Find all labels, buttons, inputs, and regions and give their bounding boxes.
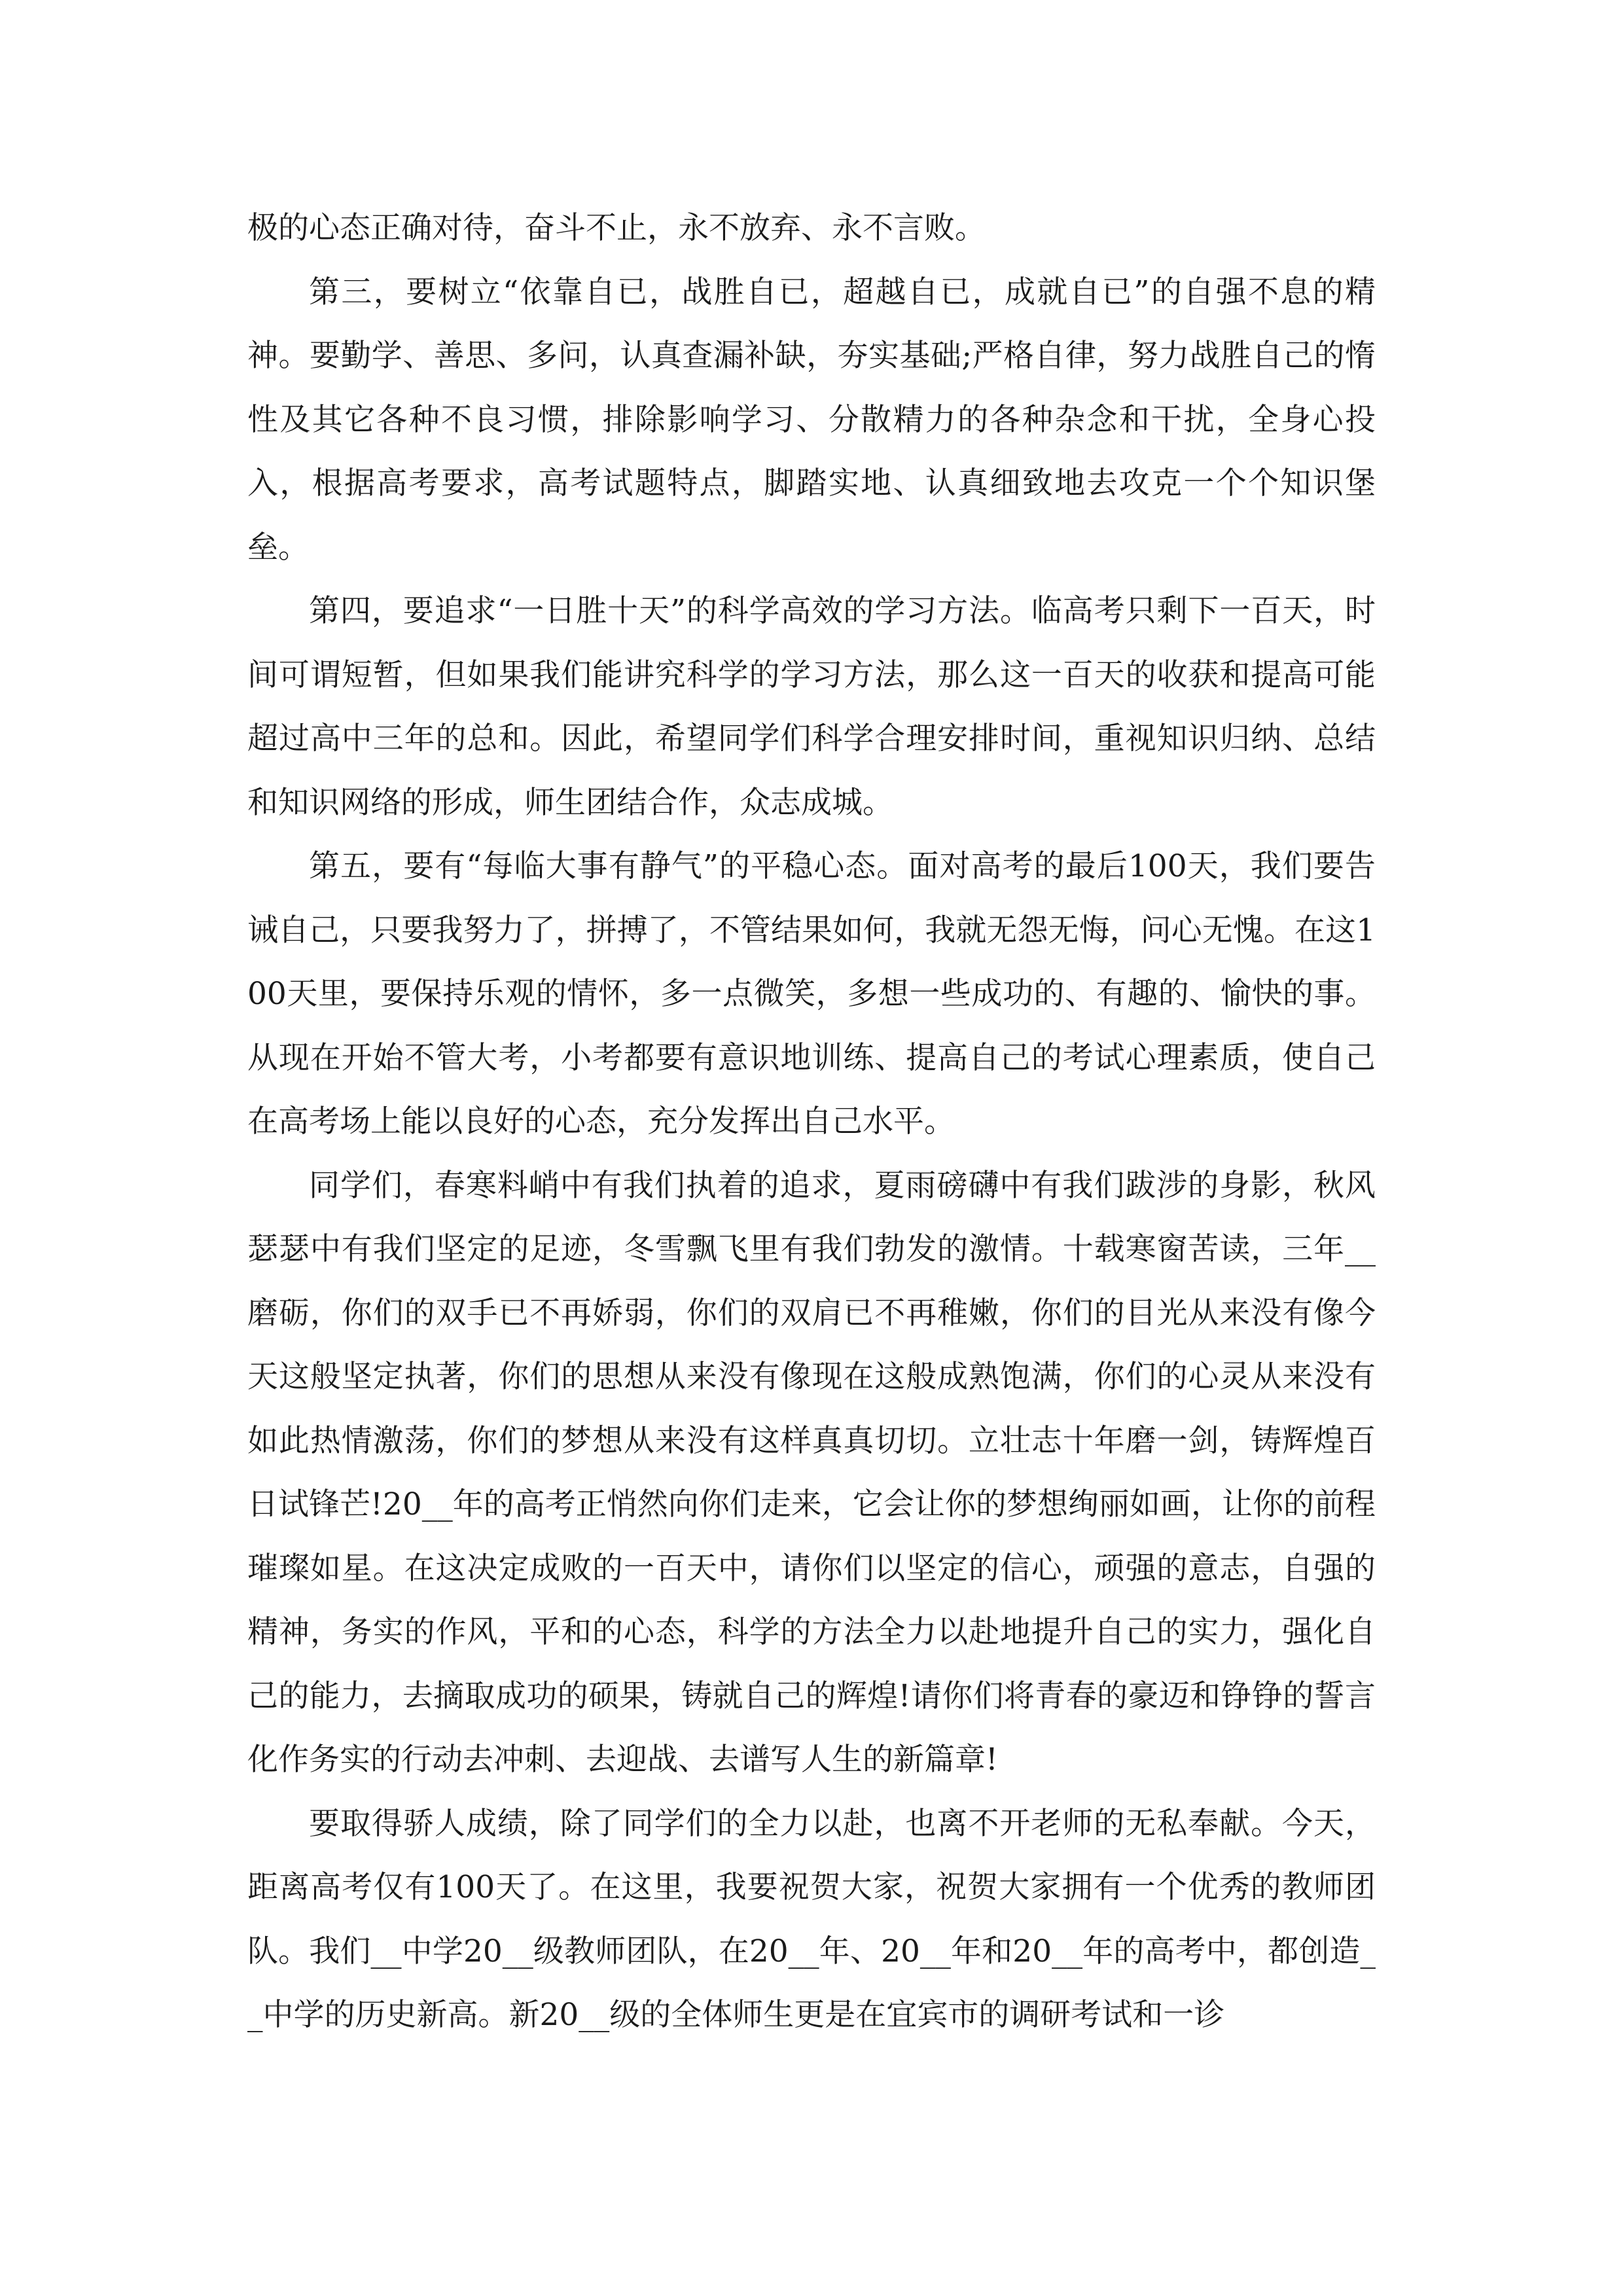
document-page — [247, 196, 1376, 2047]
paragraph-students-address: 同学们，春寒料峭中有我们执着的追求，夏雨磅礴中有我们跋涉的身影，秋风瑟瑟中有我们坚定的足迹，冬雪飘飞里有我们勃发的激情。十载寒窗苦读，三年__磨砺，你们的双手已不再娇弱，你们的双肩已不再稚嫩，你们的目光从来没有像今天这般坚定执著，你们的思想从来没有像现在这般成熟饱满，你们的心灵从来没有如此热情激荡，你们的梦想从来没有这样真真切切。立壮志十年磨一剑，铸辉煌百日试锋芒!20__年的高考正悄然向你们走来，它会让你的梦想绚丽如画，让你的前程璀璨如星。在这决定成败的一百天中，请你们以坚定的信心，顽强的意志，自强的精神，务实的作风，平和的心态，科学的方法全力以赴地提升自己的实力，强化自己的能力，去摘取成功的硕果，铸就自己的辉煌!请你们将青春的豪迈和铮铮的誓言化作务实的行动去冲刺、去迎战、去谱写人生的新篇章! — [247, 1167, 1376, 1778]
paragraph-continuation: 极的心态正确对待，奋斗不止，永不放弃、永不言败。 — [247, 210, 986, 246]
paragraph-third-point: 第三，要树立“依靠自已，战胜自已，超越自已，成就自已”的自强不息的精神。要勤学、善思、多问，认真查漏补缺，夯实基础;严格自律，努力战胜自己的惰性及其它各种不良习惯，排除影响学习、分散精力的各种杂念和干扰，全身心投入，根据高考要求，高考试题特点，脚踏实地、认真细致地去攻克一个个知识堡垒。 — [247, 274, 1376, 565]
paragraph-fifth-point: 第五，要有“每临大事有静气”的平稳心态。面对高考的最后100天，我们要告诫自己，只要我努力了，拼搏了，不管结果如何，我就无怨无悔，问心无愧。在这100天里，要保持乐观的情怀，多一点微笑，多想一些成功的、有趣的、愉快的事。从现在开始不管大考，小考都要有意识地训练、提高自己的考试心理素质，使自己在高考场上能以良好的心态，充分发挥出自己水平。 — [247, 848, 1376, 1139]
paragraph-fourth-point: 第四，要追求“一日胜十天”的科学高效的学习方法。临高考只剩下一百天，时间可谓短暂，但如果我们能讲究科学的学习方法，那么这一百天的收获和提高可能超过高中三年的总和。因此，希望同学们科学合理安排时间，重视知识归纳、总结和知识网络的形成，师生团结合作，众志成城。 — [247, 593, 1376, 821]
paragraph-teachers-tribute: 要取得骄人成绩，除了同学们的全力以赴，也离不开老师的无私奉献。今天，距离高考仅有100天了。在这里，我要祝贺大家，祝贺大家拥有一个优秀的教师团队。我们__中学20__级教师团队，在20__年、20__年和20__年的高考中，都创造__中学的历史新高。新20__级的全体师生更是在宜宾市的调研考试和一诊 — [247, 1805, 1376, 2033]
